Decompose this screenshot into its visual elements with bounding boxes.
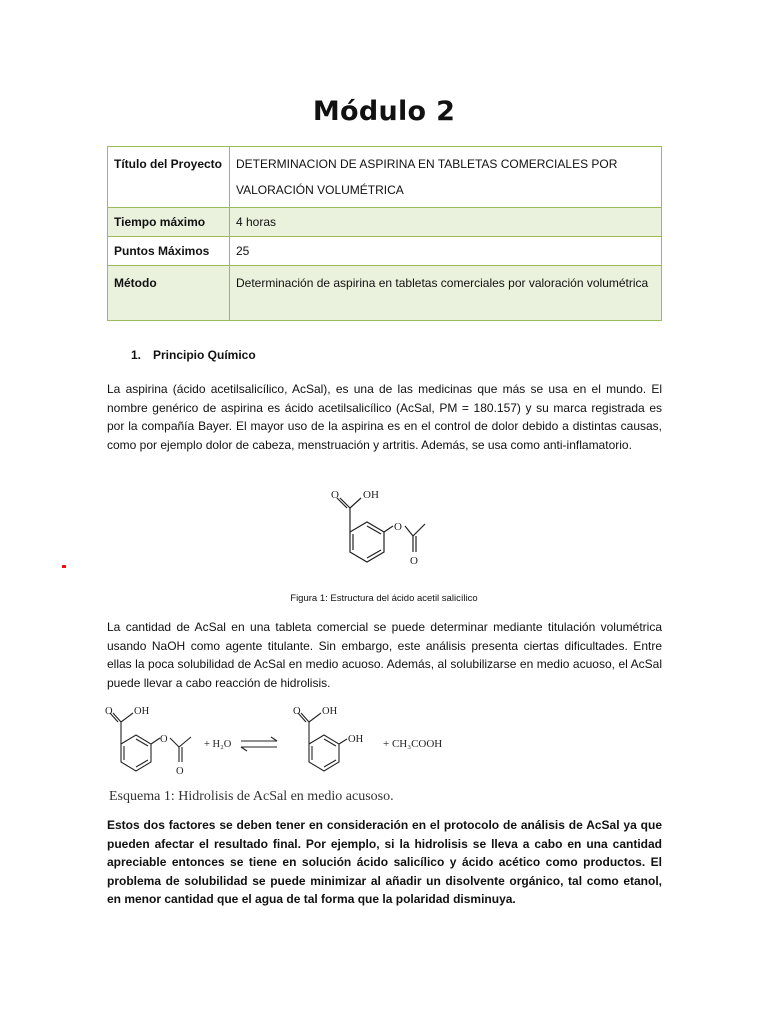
figure-caption: Figura 1: Estructura del ácido acetil salicílico — [290, 593, 478, 604]
aspirin-structure-figure — [325, 484, 445, 580]
paragraph-titration: La cantidad de AcSal en una tableta comercial se puede determinar mediante titulación volumétrica usando NaOH como agente titulante. Sin embargo, este análisis presenta ciertas dificultades. Entre ellas la poca solubilidad de AcSal en medio acuoso. Además, al solubilizarse en medio acuoso, el AcSal puede llevar a cabo reacción de hidrolisis. — [107, 620, 662, 690]
atom-label-oh: OH — [134, 706, 150, 717]
atom-label-o: O — [410, 555, 418, 567]
benzene-ring — [121, 735, 151, 771]
acetic-acid-product: + CH₃COOH — [383, 738, 443, 750]
scheme-caption: Esquema 1: Hidrolisis de AcSal en medio acusoso. — [109, 789, 394, 804]
section-heading — [131, 348, 256, 362]
section-number: 1. — [131, 348, 142, 362]
project-info-table — [107, 146, 662, 321]
row-value: 4 horas — [230, 208, 662, 237]
red-mark — [62, 565, 66, 568]
row-value: 25 — [230, 237, 662, 266]
row-value: DETERMINACION DE ASPIRINA EN TABLETAS COMERCIALES POR VALORACIÓN VOLUMÉTRICA — [230, 147, 662, 208]
atom-label-o: O — [160, 734, 168, 745]
paragraph-considerations: Estos dos factores se deben tener en consideración en el protocolo de análisis de AcSal ya que pueden afectar el resultado final. Por ejemplo, si la hidrolisis se lleva a cabo en una cantidad apreciable entonces se tiene en solución ácido salicílico y ácido acético como productos. El problema de solubilidad se puede minimizar al añadir un disolvente orgánico, tal como etanol, en menor cantidad que el agua de tal forma que la polaridad disminuya. — [107, 818, 662, 907]
row-label: Título del Proyecto — [108, 147, 230, 208]
atom-label-o: O — [176, 766, 184, 777]
hydrolysis-scheme — [105, 700, 425, 790]
water-reagent: + H₂O — [204, 739, 232, 750]
atom-label-o: O — [293, 706, 301, 717]
benzene-ring — [309, 735, 339, 771]
row-label: Puntos Máximos — [108, 237, 230, 266]
atom-label-oh: OH — [348, 734, 364, 745]
table-row — [108, 237, 662, 266]
table-row — [108, 147, 662, 208]
page-title: Módulo 2 — [312, 96, 456, 127]
row-label: Método — [108, 266, 230, 321]
atom-label-oh: OH — [363, 489, 379, 501]
table-row — [108, 208, 662, 237]
row-label: Tiempo máximo — [108, 208, 230, 237]
section-title: Principio Químico — [153, 348, 256, 362]
table-row — [108, 266, 662, 321]
benzene-ring — [350, 522, 384, 562]
atom-label-o: O — [394, 521, 402, 533]
atom-label-o: O — [331, 489, 339, 501]
row-value: Determinación de aspirina en tabletas comerciales por valoración volumétrica — [230, 266, 662, 321]
atom-label-o: O — [105, 706, 113, 717]
paragraph-intro: La aspirina (ácido acetilsalicílico, AcSal), es una de las medicinas que más se usa en el mundo. El nombre genérico de aspirina es ácido acetilsalicílico (AcSal, PM = 180.157) y su marca registrada es por la compañía Bayer. El mayor uso de la aspirina es en el control de dolor debido a distintas causas, como por ejemplo dolor de cabeza, menstruación y artritis. Además, se usa como anti-inflamatorio. — [107, 382, 662, 452]
atom-label-oh: OH — [322, 706, 338, 717]
